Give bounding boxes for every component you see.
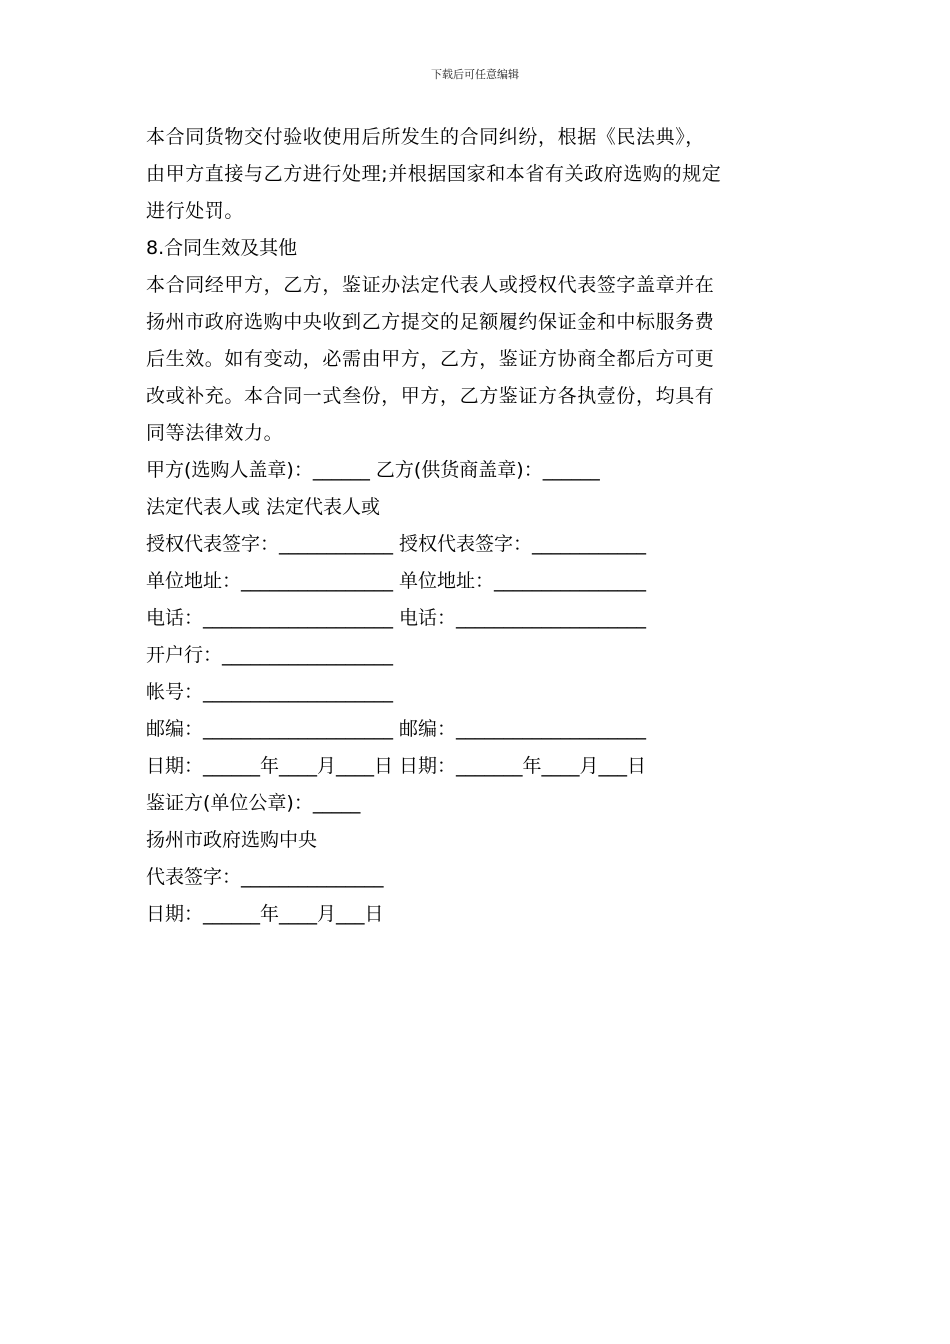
signature-line-legal-rep: 法定代表人或 法定代表人或 (146, 496, 381, 518)
signature-line-address: 单位地址：________________ 单位地址：________________ (146, 570, 647, 592)
signature-line-bank: 开户行：__________________ (146, 644, 394, 666)
page-header: 下载后可任意编辑 (431, 68, 519, 81)
signature-line-authorized-sign: 授权代表签字：____________ 授权代表签字：____________ (146, 533, 647, 555)
paragraph-line: 扬州市政府选购中央收到乙方提交的足额履约保证金和中标服务费 (146, 311, 715, 333)
section-heading: 8.合同生效及其他 (146, 237, 298, 259)
paragraph-line: 后生效。如有变动，必需由甲方，乙方，鉴证方协商全都后方可更 (146, 348, 715, 370)
witness-name-line: 扬州市政府选购中央 (146, 829, 318, 851)
paragraph-line: 同等法律效力。 (146, 422, 284, 444)
signature-line-postcode: 邮编：____________________ 邮编：____________________ (146, 718, 647, 740)
witness-seal-line: 鉴证方(单位公章)：_____ (146, 792, 361, 814)
signature-line-account: 帐号：____________________ (146, 681, 394, 703)
document-body (146, 119, 816, 933)
paragraph-line: 进行处罚。 (146, 200, 245, 222)
signature-line-date: 日期：______年____月____日 日期：_______年____月___日 (146, 755, 647, 777)
signature-line-parties: 甲方(选购人盖章)：______ 乙方(供货商盖章)：______ (146, 459, 600, 481)
signature-line-phone: 电话：____________________ 电话：____________________ (146, 607, 647, 629)
paragraph-line: 本合同货物交付验收使用后所发生的合同纠纷，根据《民法典》， (146, 126, 705, 148)
witness-sign-line: 代表签字：_______________ (146, 866, 384, 888)
paragraph-line: 本合同经甲方，乙方，鉴证办法定代表人或授权代表签字盖章并在 (146, 274, 715, 296)
paragraph-line: 由甲方直接与乙方进行处理;并根据国家和本省有关政府选购的规定 (146, 163, 722, 185)
witness-date-line: 日期：______年____月___日 (146, 903, 384, 925)
paragraph-line: 改或补充。本合同一式叁份，甲方，乙方鉴证方各执壹份，均具有 (146, 385, 715, 407)
